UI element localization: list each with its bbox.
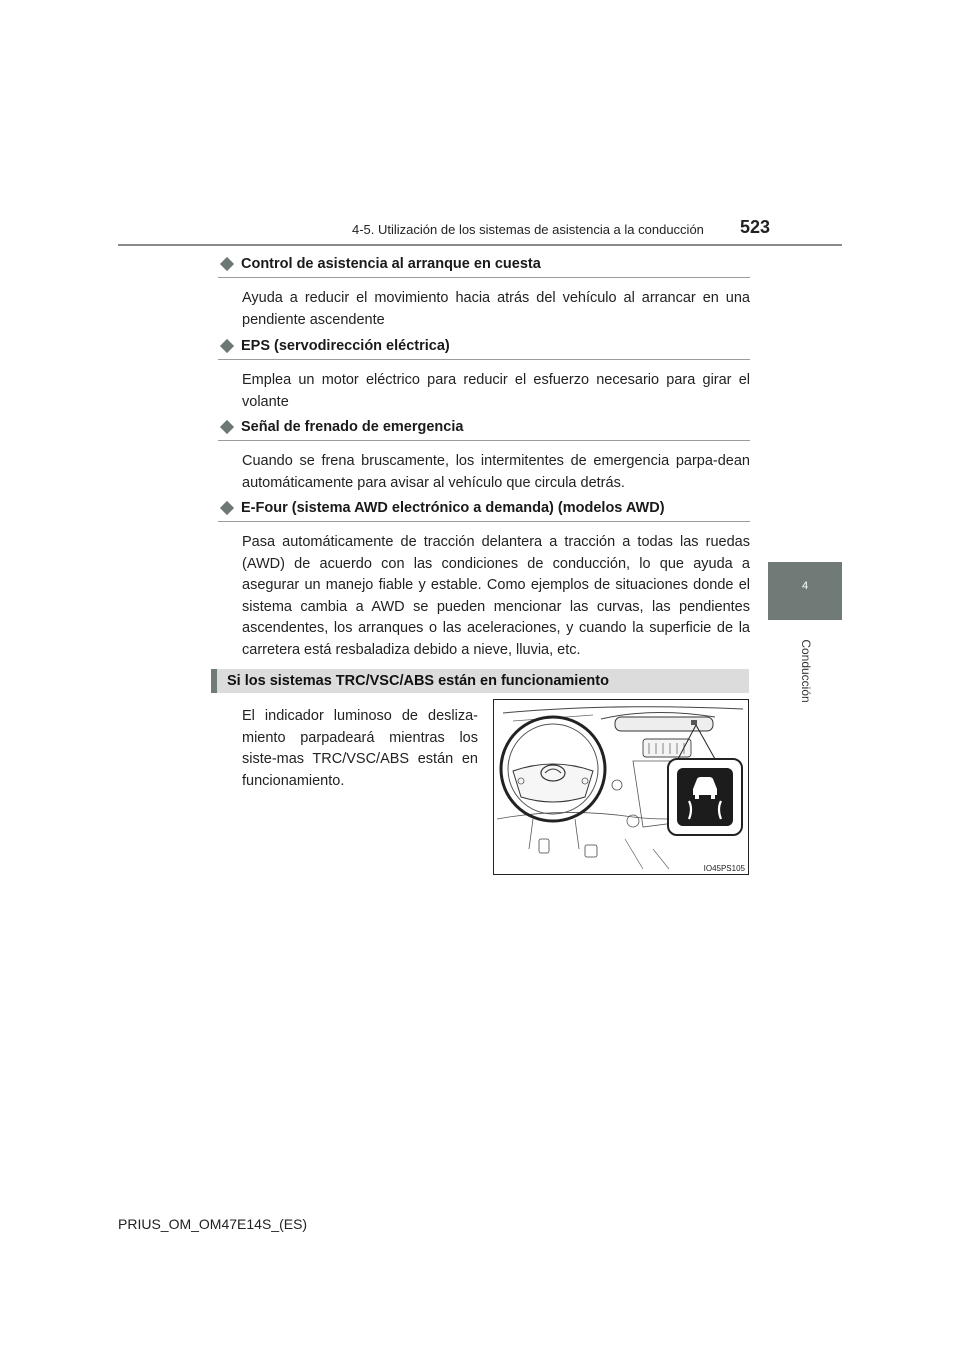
section-hill-start: [218, 256, 750, 331]
section-body: Emplea un motor eléctrico para reducir el esfuerzo necesario para girar el volante: [242, 372, 750, 410]
header-rule: [118, 244, 842, 246]
chapter-label: Conducción: [799, 639, 813, 703]
section-e-four: [218, 500, 750, 661]
diamond-bullet-icon: [220, 420, 234, 434]
section-heading-text: Señal de frenado de emergencia: [241, 419, 464, 435]
diamond-bullet-icon: [220, 501, 234, 515]
dashboard-illustration: [493, 699, 749, 875]
chapter-tab-number: 4: [801, 580, 809, 592]
subsection-heading-bar: [211, 669, 749, 693]
subsection-body: El indicador luminoso de desliza-miento parpadeará mientras los siste-mas TRC/VSC/ABS están en funcionamiento.: [242, 708, 478, 789]
section-heading: [218, 256, 750, 278]
slip-indicator-icon: [677, 768, 733, 826]
section-heading: [218, 500, 750, 522]
section-body: Pasa automáticamente de tracción delantera a tracción a todas las ruedas (AWD) de acuerdo con las condiciones de conducción, lo que ayuda a asegurar un manejo fiable y estable. Como ejemplos de situaciones donde el sistema cambia a AWD se pueden mencionar las curvas, las pendientes ascendentes, los arranques o las aceleraciones, y cuando la superficie de la carretera está resbaladiza debido a nieve, lluvia, etc.: [242, 534, 750, 658]
footer-document-code: PRIUS_OM_OM47E14S_(ES): [118, 1216, 308, 1232]
section-heading: [218, 419, 750, 441]
section-heading-text: EPS (servodirección eléctrica): [241, 338, 450, 354]
section-heading: [218, 338, 750, 360]
section-eps: [218, 338, 750, 413]
section-heading-text: E-Four (sistema AWD electrónico a demanda) (modelos AWD): [241, 500, 665, 516]
section-heading-text: Control de asistencia al arranque en cuesta: [241, 256, 541, 272]
page-number: 523: [740, 217, 771, 237]
diamond-bullet-icon: [220, 339, 234, 353]
section-body: Ayuda a reducir el movimiento hacia atrás del vehículo al arrancar en una pendiente ascendente: [242, 290, 750, 328]
subsection-heading-text: Si los sistemas TRC/VSC/ABS están en funcionamiento: [227, 673, 609, 689]
chapter-tab[interactable]: [768, 562, 842, 620]
dashboard-figure: [493, 699, 749, 875]
subsection-accent-bar: [211, 669, 217, 693]
figure-code: IO45PS105: [703, 864, 745, 873]
diamond-bullet-icon: [220, 257, 234, 271]
header-title: 4-5. Utilización de los sistemas de asistencia a la conducción: [352, 222, 704, 237]
section-body: Cuando se frena bruscamente, los intermitentes de emergencia parpa-dean automáticamente para avisar al vehículo que circula detrás.: [242, 453, 750, 491]
section-emergency-brake-signal: [218, 419, 750, 494]
